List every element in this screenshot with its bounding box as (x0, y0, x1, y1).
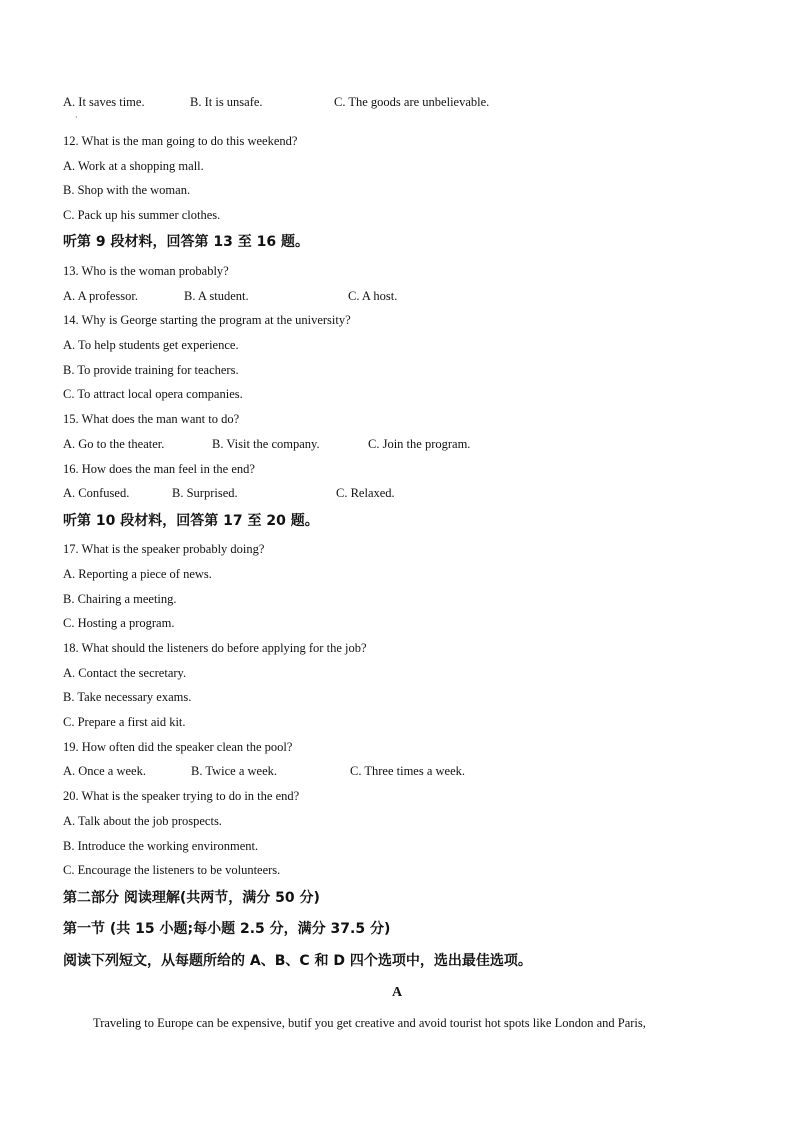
part-2-section-1-heading: 第一节 (共 15 小题;每小题 2.5 分，满分 37.5 分) (63, 921, 391, 937)
q16-option-c: C. Relaxed. (336, 486, 395, 500)
q18-option-c: C. Prepare a first aid kit. (63, 715, 186, 729)
q20-question: 20. What is the speaker trying to do in the end? (63, 789, 300, 803)
q11-option-a: A. It saves time. (63, 95, 145, 109)
passage-text: Traveling to Europe can be expensive, butif you get creative and avoid tourist hot spots like London and Paris, (93, 1016, 646, 1030)
q13-question: 13. Who is the woman probably? (63, 264, 229, 278)
q15-option-c: C. Join the program. (368, 437, 471, 451)
q11-option-c: C. The goods are unbelievable. (334, 95, 490, 109)
q19-option-c: C. Three times a week. (350, 764, 466, 778)
q12-option-b: B. Shop with the woman. (63, 183, 191, 197)
q15-question: 15. What does the man want to do? (63, 412, 240, 426)
q12-option-c: C. Pack up his summer clothes. (63, 208, 221, 222)
passage-label: A (391, 985, 403, 1000)
q14-option-a: A. To help students get experience. (63, 338, 239, 352)
q16-option-b: B. Surprised. (172, 486, 238, 500)
stray-mark: · (75, 113, 78, 122)
q19-question: 19. How often did the speaker clean the pool? (63, 740, 293, 754)
q14-question: 14. Why is George starting the program at the university? (63, 313, 351, 327)
q12-option-a: A. Work at a shopping mall. (63, 159, 204, 173)
q15-option-b: B. Visit the company. (212, 437, 320, 451)
q20-option-b: B. Introduce the working environment. (63, 839, 259, 853)
q16-question: 16. How does the man feel in the end? (63, 462, 255, 476)
reading-instructions: 阅读下列短文，从每题所给的 A、B、C 和 D 四个选项中，选出最佳选项。 (63, 953, 532, 969)
q17-option-c: C. Hosting a program. (63, 616, 175, 630)
q15-option-a: A. Go to the theater. (63, 437, 165, 451)
q17-option-b: B. Chairing a meeting. (63, 592, 177, 606)
q20-option-a: A. Talk about the job prospects. (63, 814, 222, 828)
q16-option-a: A. Confused. (63, 486, 130, 500)
q18-option-a: A. Contact the secretary. (63, 666, 187, 680)
q18-question: 18. What should the listeners do before applying for the job? (63, 641, 367, 655)
q13-option-a: A. A professor. (63, 289, 138, 303)
q14-option-c: C. To attract local opera companies. (63, 387, 243, 401)
q18-option-b: B. Take necessary exams. (63, 690, 192, 704)
q11-option-b: B. It is unsafe. (190, 95, 263, 109)
section-9-heading: 听第 9 段材料，回答第 13 至 16 题。 (63, 234, 309, 250)
q14-option-b: B. To provide training for teachers. (63, 363, 239, 377)
q13-option-b: B. A student. (184, 289, 249, 303)
q19-option-a: A. Once a week. (63, 764, 146, 778)
q17-option-a: A. Reporting a piece of news. (63, 567, 212, 581)
q20-option-c: C. Encourage the listeners to be volunteers. (63, 863, 281, 877)
q13-option-c: C. A host. (348, 289, 398, 303)
part-2-heading: 第二部分 阅读理解(共两节，满分 50 分) (63, 890, 320, 906)
q17-question: 17. What is the speaker probably doing? (63, 542, 265, 556)
section-10-heading: 听第 10 段材料，回答第 17 至 20 题。 (63, 513, 319, 529)
q19-option-b: B. Twice a week. (191, 764, 278, 778)
q12-question: 12. What is the man going to do this weekend? (63, 134, 298, 148)
